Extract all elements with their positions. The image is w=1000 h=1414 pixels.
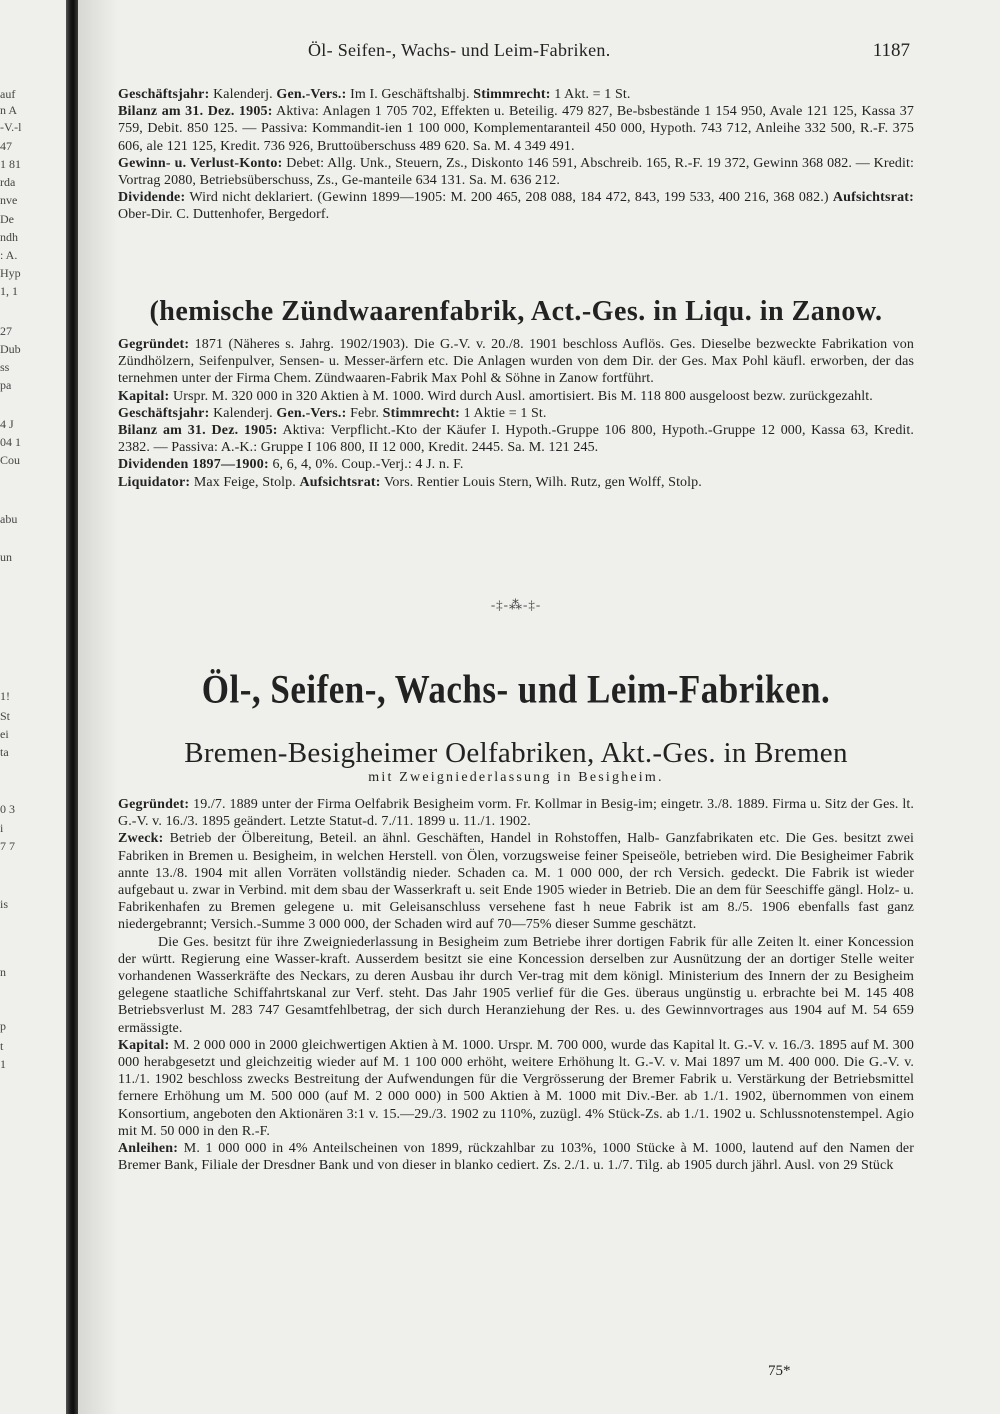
top-entry-dividende <box>118 189 914 223</box>
gutter-fragment: ndh <box>0 230 18 244</box>
gutter-fragment: 1 <box>0 1057 6 1071</box>
entry1-meta <box>118 405 914 422</box>
label-bilanz: Bilanz am 31. Dez. 1905: <box>118 423 278 439</box>
text-aufsichtsrat: Vors. Rentier Louis Stern, Wilh. Rutz, gen Wolff, Stolp. <box>383 474 702 490</box>
gutter-fragment: rda <box>0 175 16 189</box>
gutter-fragment: n <box>0 965 6 979</box>
gutter-fragment: 0 3 <box>0 802 15 816</box>
text-dividende: Wird nicht deklariert. (Gewinn 1899—1905: M. 200 465, 208 088, 184 472, 843, 199 533, 400 216, 368 082.) <box>189 190 829 206</box>
text-genvers: Febr. <box>350 405 379 421</box>
gutter-fragment: n A <box>0 103 18 117</box>
text-stimmrecht: 1 Aktie = 1 St. <box>463 405 547 421</box>
gutter-fragment: pa <box>0 378 12 392</box>
entry2-zweck-para2: Die Ges. besitzt für ihre Zweigniederlassung in Besigheim zum Betriebe ihrer dortigen Fabrik für alle Zeiten lt. einer Koncession der württ. Regierung eine Wasser-kraft. Ausserdem besitzt sie eine Koncession derselben zur Ausnützung der an dortiger Stelle weiter vorhandenen Wasserkräfte des Neckars, zu deren Ausbau ihr durch Ver-trag mit dem königl. Ministerium des Innern der zu Besigheim gelegene staatliche Schiffahrtskanal zur Verf. steht. Das Jahr 1905 verlief für die Ges. überaus ungünstig u. erbrachte bei M. 145 408 Betriebsverlust M. 283 747 Gesamtfehlbetrag, der sich durch Heranziehung der Res. u. des Gewinnvortrages aus 1904 auf M. 54 659 ermässigte. <box>118 934 914 1036</box>
text-gewinn: Debet: Allg. Unk., Steuern, Zs., Diskonto 146 591, Abschreib. 165, R.-F. 19 372, Gewinn 368 082. — Kredit: Vortrag 2080, Betriebsüberschuss, Zs., Ge-manteile 634 131. Sa. M. 636 212. <box>118 155 914 189</box>
ornamental-divider: -‡-⁂-‡- <box>490 597 542 612</box>
gutter-fragment: Dub <box>0 342 21 356</box>
text-geschaeftsjahr: Kalenderj. <box>213 405 273 421</box>
label-gegruendet: Gegründet: <box>118 797 190 812</box>
gutter-fragment: un <box>0 550 12 564</box>
text-bilanz: Aktiva: Verpflicht.-Kto der Käufer I. Hypoth.-Gruppe 106 800, Hypoth.-Gruppe 12 000, Kassa 63, Kredit. 2382. — Passiva: A.-K.: Gruppe I 106 800, II 12 000, Kredit. 2445. Sa. M. 121 245. <box>118 423 915 456</box>
entry1-gegruendet <box>118 336 914 388</box>
label-anleihen: Anleihen: <box>118 1141 179 1157</box>
gutter-fragment: i <box>0 821 4 835</box>
label-stimmrecht: Stimmrecht: <box>473 87 551 102</box>
gutter-fragment: Hyp <box>0 266 21 280</box>
gutter-fragment: De <box>0 212 14 226</box>
book-spine-shadow <box>66 0 78 1414</box>
entry1-liquidator <box>118 474 914 491</box>
running-header <box>118 40 914 64</box>
gutter-fragment: ei <box>0 727 9 741</box>
label-genvers: Gen.-Vers.: <box>276 405 347 421</box>
gutter-fragment: 27 <box>0 324 12 338</box>
gutter-fragment: abu <box>0 512 18 526</box>
gutter-fragment: t <box>0 1039 4 1053</box>
label-genvers: Gen.-Vers.: <box>276 87 347 102</box>
gutter-fragment: -V.-l <box>0 120 22 134</box>
top-entry-meta <box>118 86 914 103</box>
gutter-fragment: auf <box>0 87 16 101</box>
text-bilanz: Aktiva: Anlagen 1 705 702, Effekten u. Beteilig. 479 827, Be-bsbestände 1 154 950, Avale 121 125, Kassa 37 759, Debit. 850 125. — Passiva: Kommandit-ien 1 100 000, Komplementaranteil 450 000, Hypoth. 743 712, Anleihe 332 500, R.-F. 375 606, ale 121 125, Kredit. 736 926, Bruttoüberschuss 489 620. Sa. M. 4 349 491. <box>118 104 914 154</box>
page-number: 1187 <box>872 40 910 61</box>
gutter-fragment: p <box>0 1019 6 1033</box>
running-title: Öl- Seifen-, Wachs- und Leim-Fabriken. <box>308 40 611 60</box>
text-kapital: Urspr. M. 320 000 in 320 Aktien à M. 1000. Wird durch Ausl. amortisiert. Bis M. 118 800 ausgeloost bezw. zurückgezahlt. <box>173 388 873 404</box>
entry1-bilanz <box>118 422 914 456</box>
page-curl-shade <box>78 0 118 1414</box>
gutter-fragment: Cou <box>0 453 21 467</box>
entry2-gegruendet <box>118 796 914 830</box>
text-gegruendet: 1871 (Näheres s. Jahrg. 1902/1903). Die G.-V. v. 20./8. 1901 beschloss Auflös. Ges. Dieselbe bezweckte Fabrikation von Zündhölzern, Seifenpulver, Sensen- u. Messer-ärfern etc. Die Anlagen wurden von dem Dir. der Ges. Max Pohl käufl. erworben, der das ternehmen unter der Firma Chem. Zündwaaren-Fabrik Max Pohl & Söhne in Zanow fortführt. <box>118 337 914 387</box>
gutter-fragment: 1! <box>0 689 10 703</box>
text-geschaeftsjahr: Kalenderj. <box>213 87 273 102</box>
text-zweck: Betrieb der Ölbereitung, Beteil. an ähnl. Geschäften, Handel in Rohstoffen, Halb- Ganzfabrikaten etc. Die Ges. besitzt zwei Fabriken in Bremen u. Besigheim, in welchen Herstell. von Ölen, vorzugsweise feiner Speiseöle, betrieben wird. Die Besigheimer Fabrik annte 13./8. 1904 mit allen Vorräten vollständig nieder. Schaden ca. M. 1 000 000, der rch Versich. gedeckt. Die Fabrik ist wieder aufgebaut u. zwar in Verbind. mit dem sbau der Wasserkraft u. seit Ende 1905 wieder in Betrieb. Die an dem für Seeschiffe gängl. Holz- u. Fabrikenhafen zu Bremen gelegene u. mit Geleisanschluss versehene fast h neue Fabrik ist am 8./5. 1906 ebenfalls fast ganz niedergebrannt; Versich.-Summe 3 000 000, der Schaden wird auf 70—75% dieser Summe geschätzt. <box>118 831 914 933</box>
gutter-fragment: : A. <box>0 248 18 262</box>
firm-subtitle: mit Zweigniederlassung in Besigheim. <box>368 770 664 785</box>
footer-signature: 75* <box>768 1363 791 1379</box>
gutter-fragment: is <box>0 897 9 911</box>
text-liquidator: Max Feige, Stolp. <box>193 474 296 490</box>
label-bilanz: Bilanz am 31. Dez. 1905: <box>118 104 273 120</box>
text-stimmrecht: 1 Akt. = 1 St. <box>554 87 631 102</box>
gutter-fragment: ss <box>0 360 10 374</box>
gutter-fragment: 7 7 <box>0 839 15 853</box>
top-entry <box>118 86 914 224</box>
text-gegruendet: 19./7. 1889 unter der Firma Oelfabrik Besigheim vorm. Fr. Kollmar in Besig-im; eingetr. 3./8. 1889. Firma u. Sitz der Ges. lt. G.-V. v. 16./3. 1895 geändert. Letzte Statut-d. 7./11. 1899 u. 11./1. 1902. <box>118 797 914 830</box>
entry2-kapital <box>118 1037 914 1140</box>
text-kapital: M. 2 000 000 in 2000 gleichwertigen Aktien à M. 1000. Urspr. M. 700 000, wurde das Kapital lt. G.-V. v. 16./3. 1895 auf M. 300 000 herabgesetzt und gleichzeitig wieder auf M. 1 100 000 erhöht, weitere Erhöhung lt. G.-V. v. Mai 1897 um M. 400 000. Die G.-V. v. 11./1. 1902 beschloss zwecks Bestreitung der Aufwendungen für die Vergrösserung der Bremer Fabrik u. Verstärkung der Betriebsmittel fernere Erhöhung um M. 500 000 (auf M. 2 000 000) in 500 Aktien à M. 1000 mit Div.-Ber. ab 1./1. 1902, übernommen von einem Konsortium, angeboten den Aktionären 3:1 v. 15.—29./3. 1902 zu 110%, zuzügl. 4% Stück-Zs. ab 1./1. 1902 u. Schlussnotenstempel. Agio mit M. 50 000 in den R.-F. <box>118 1037 914 1139</box>
entry-bremen-besigheimer <box>118 796 914 1174</box>
gutter-fragment: St <box>0 709 11 723</box>
gutter-fragment: 04 1 <box>0 435 21 449</box>
label-liquidator: Liquidator: <box>118 474 191 490</box>
firm-name-bremen-besigheimer: Bremen-Besigheimer Oelfabriken, Akt.-Ges. in Bremen <box>184 737 848 769</box>
left-page-gutter-fragments <box>0 0 66 1414</box>
section-title: Öl-, Seifen-, Wachs- und Leim-Fabriken. <box>201 667 831 712</box>
label-gegruendet: Gegründet: <box>118 337 190 352</box>
label-zweck: Zweck: <box>118 831 164 847</box>
text-anleihen: M. 1 000 000 in 4% Anteilscheinen von 1899, rückzahlbar zu 103%, 1000 Stücke à M. 1000, lautend auf den Namen der Bremer Bank, Filiale der Dresdner Bank und von dieser in blanko cediert. Zs. 2./1. u. 1./7. Tilg. ab 1905 durch jährl. Ausl. von 29 Stück <box>118 1141 914 1174</box>
entry1-dividenden <box>118 456 914 473</box>
label-dividenden: Dividenden 1897—1900: <box>118 457 269 473</box>
firm-name-zuendwaarenfabrik: (hemische Zündwaarenfabrik, Act.-Ges. in Liqu. in Zanow. <box>149 296 883 327</box>
label-geschaeftsjahr: Geschäftsjahr: <box>118 87 210 102</box>
top-entry-bilanz <box>118 103 914 155</box>
label-stimmrecht: Stimmrecht: <box>382 405 460 421</box>
gutter-fragment: nve <box>0 193 18 207</box>
top-entry-gewinn <box>118 155 914 189</box>
text-aufsichtsrat: Ober-Dir. C. Duttenhofer, Bergedorf. <box>118 207 330 223</box>
entry1-kapital <box>118 388 914 405</box>
label-kapital: Kapital: <box>118 1037 170 1053</box>
gutter-fragment: 1 81 <box>0 157 21 171</box>
label-dividende: Dividende: <box>118 190 186 206</box>
label-gewinn: Gewinn- u. Verlust-Konto: <box>118 155 283 171</box>
label-geschaeftsjahr: Geschäftsjahr: <box>118 405 210 421</box>
text-genvers: Im I. Geschäftshalbj. <box>350 87 470 102</box>
entry-zuendwaarenfabrik <box>118 336 914 491</box>
entry2-zweck <box>118 830 914 933</box>
gutter-fragment: 4 J <box>0 417 14 431</box>
label-aufsichtsrat: Aufsichtsrat: <box>832 190 914 206</box>
gutter-fragment: ta <box>0 745 9 759</box>
gutter-fragment: 47 <box>0 139 12 153</box>
gutter-fragment: 1, 1 <box>0 284 18 298</box>
text-dividenden: 6, 6, 4, 0%. Coup.-Verj.: 4 J. n. F. <box>272 457 464 473</box>
label-kapital: Kapital: <box>118 388 170 404</box>
entry2-anleihen <box>118 1140 914 1174</box>
label-aufsichtsrat: Aufsichtsrat: <box>299 474 381 490</box>
